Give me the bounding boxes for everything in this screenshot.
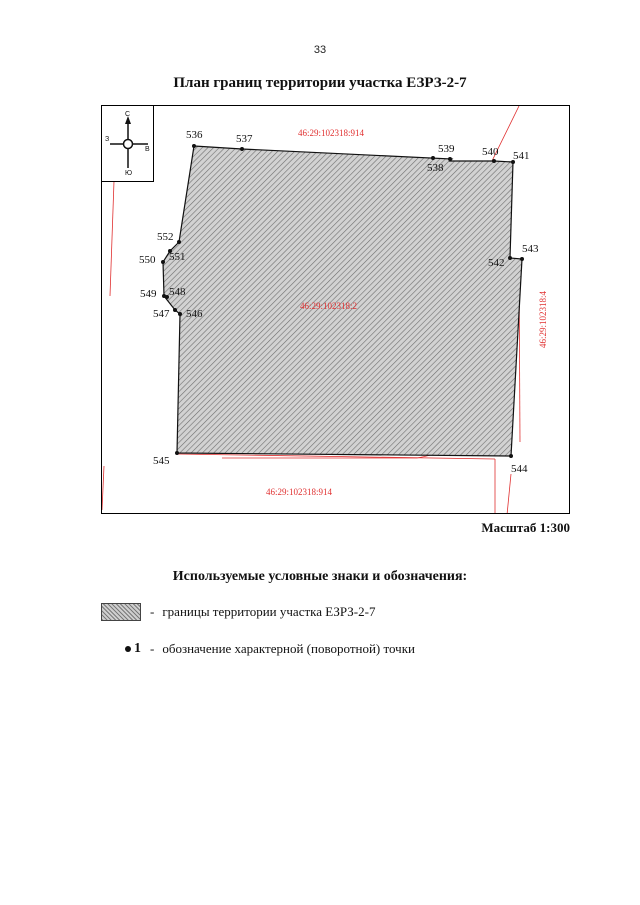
point-marker-550: [161, 260, 165, 264]
compass-north: С: [125, 111, 131, 118]
point-label-537: 537: [236, 133, 253, 145]
point-label-540: 540: [482, 146, 499, 158]
point-label-538: 538: [427, 162, 444, 174]
legend-item-point: [101, 640, 415, 658]
point-marker-544: [509, 454, 513, 458]
point-label-536: 536: [186, 129, 203, 141]
point-marker-542: [508, 256, 512, 260]
point-label-551: 551: [169, 251, 186, 263]
cadastral-label-center: 46:29:102318:2: [300, 301, 358, 311]
point-marker-546: [178, 312, 182, 316]
point-label-542: 542: [488, 257, 505, 269]
point-label-548: 548: [169, 286, 186, 298]
point-label-550: 550: [139, 254, 156, 266]
compass-west: З: [105, 136, 110, 143]
point-marker-536: [192, 144, 196, 148]
page-number: 33: [313, 44, 327, 56]
cadastral-label-right: 46:29:102318:4: [538, 290, 548, 348]
compass-south: Ю: [125, 170, 133, 177]
point-label-543: 543: [522, 243, 539, 255]
point-label-549: 549: [140, 288, 157, 300]
legend-title: Используемые условные знаки и обозначения:: [172, 569, 468, 584]
page-title: План границ территории участка ЕЗРЗ-2-7: [173, 75, 467, 91]
legend-point-number: 1: [134, 641, 141, 656]
compass-rose: [102, 106, 154, 182]
cadastral-label-top: 46:29:102318:914: [298, 128, 365, 138]
point-marker-549: [162, 294, 166, 298]
point-marker-545: [175, 451, 179, 455]
legend-dash: -: [150, 604, 155, 619]
point-marker-543: [520, 257, 524, 261]
point-marker-538: [431, 156, 435, 160]
cadastral-line-bottom-edge: [507, 474, 511, 514]
point-label-541: 541: [513, 150, 530, 162]
legend-text: границы территории участка ЕЗРЗ-2-7: [162, 604, 376, 619]
scale-label: Масштаб 1:300: [481, 520, 570, 535]
hatched-area-icon: [101, 603, 141, 621]
plan-map: [101, 105, 570, 514]
point-marker-547: [173, 308, 177, 312]
point-marker-552: [177, 240, 181, 244]
point-marker-539: [448, 157, 452, 161]
point-marker-537: [240, 147, 244, 151]
cadastral-label-bottom: 46:29:102318:914: [266, 487, 333, 497]
point-label-547: 547: [153, 308, 170, 320]
legend-dash: -: [150, 641, 155, 656]
point-label-539: 539: [438, 143, 455, 155]
cadastral-line-left-lower: [102, 466, 104, 510]
legend-text: обозначение характерной (поворотной) точки: [162, 641, 415, 656]
legend-item-area: [101, 603, 375, 621]
point-marker-540: [492, 159, 496, 163]
point-label-545: 545: [153, 455, 170, 467]
point-marker-icon: [101, 640, 141, 658]
point-label-544: 544: [511, 463, 528, 475]
point-label-552: 552: [157, 231, 174, 243]
point-label-546: 546: [186, 308, 203, 320]
compass-east: В: [145, 146, 150, 153]
cadastral-line-left: [110, 181, 114, 296]
